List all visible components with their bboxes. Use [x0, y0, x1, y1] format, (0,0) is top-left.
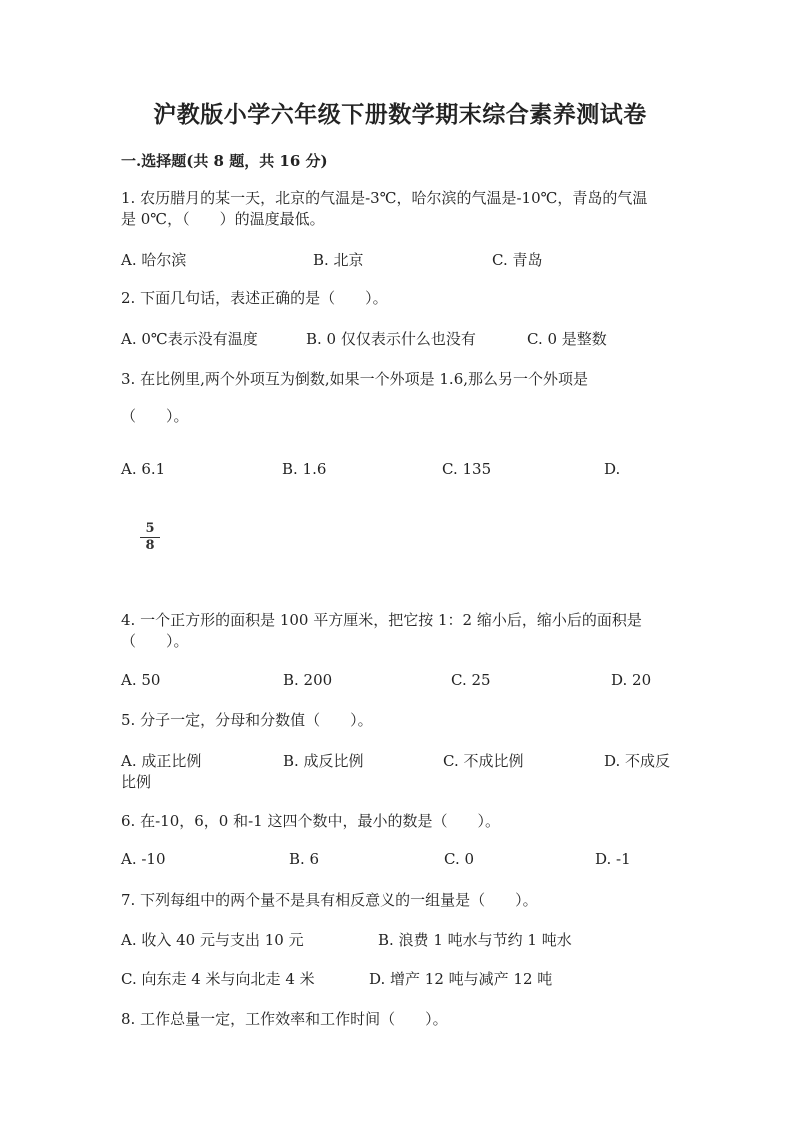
- question-4-option-d[interactable]: D. 20: [611, 671, 652, 689]
- question-5-option-c[interactable]: C. 不成比例: [443, 752, 524, 770]
- question-7-option-c[interactable]: C. 向东走 4 米与向北走 4 米: [121, 970, 315, 988]
- question-2-option-b[interactable]: B. 0 仅仅表示什么也没有: [306, 330, 476, 348]
- question-8-stem: 8. 工作总量一定，工作效率和工作时间（ ）。: [121, 1010, 448, 1028]
- question-5-option-b[interactable]: B. 成反比例: [283, 752, 364, 770]
- question-3-stem-line-2: （ ）。: [121, 407, 189, 425]
- question-1-option-a[interactable]: A. 哈尔滨: [121, 251, 187, 269]
- question-6-option-c[interactable]: C. 0: [444, 850, 475, 868]
- question-6-stem: 6. 在-10，6，0 和-1 这四个数中，最小的数是（ ）。: [121, 812, 500, 830]
- question-7-option-b[interactable]: B. 浪费 1 吨水与节约 1 吨水: [378, 931, 572, 949]
- question-3-option-c[interactable]: C. 135: [442, 460, 492, 478]
- question-3-option-b[interactable]: B. 1.6: [282, 460, 327, 478]
- question-5-stem: 5. 分子一定，分母和分数值（ ）。: [121, 711, 373, 729]
- question-3-option-d[interactable]: D.: [604, 460, 621, 478]
- question-3-stem-line-1: 3. 在比例里,两个外项互为倒数,如果一个外项是 1.6,那么另一个外项是: [121, 370, 589, 388]
- fraction-numerator: 5: [145, 521, 155, 536]
- question-4-stem-line-2: （ ）。: [121, 632, 189, 650]
- question-3-option-d-fraction: [140, 522, 160, 553]
- question-1-option-b[interactable]: B. 北京: [313, 251, 364, 269]
- question-1-stem-line-1: 1. 农历腊月的某一天，北京的气温是-3℃，哈尔滨的气温是-10℃，青岛的气温: [121, 189, 648, 207]
- question-4-stem-line-1: 4. 一个正方形的面积是 100 平方厘米，把它按 1：2 缩小后，缩小后的面积是: [121, 611, 642, 629]
- question-4-option-a[interactable]: A. 50: [121, 671, 161, 689]
- question-3-option-a[interactable]: A. 6.1: [121, 460, 166, 478]
- question-5-option-d[interactable]: D. 不成反: [604, 752, 671, 770]
- question-1-stem-line-2: 是 0℃，（ ）的温度最低。: [121, 210, 325, 228]
- question-4-option-b[interactable]: B. 200: [283, 671, 333, 689]
- question-7-option-a[interactable]: A. 收入 40 元与支出 10 元: [121, 931, 304, 949]
- question-5-option-a[interactable]: A. 成正比例: [121, 752, 202, 770]
- question-2-option-c[interactable]: C. 0 是整数: [527, 330, 607, 348]
- question-7-stem: 7. 下列每组中的两个量不是具有相反意义的一组量是（ ）。: [121, 891, 538, 909]
- section-heading: 一.选择题(共 8 题，共 16 分): [121, 152, 328, 170]
- fraction-denominator: 8: [145, 538, 155, 553]
- question-2-option-a[interactable]: A. 0℃表示没有温度: [121, 330, 258, 348]
- question-4-option-c[interactable]: C. 25: [451, 671, 491, 689]
- question-6-option-b[interactable]: B. 6: [289, 850, 320, 868]
- question-5-option-d-wrap: 比例: [121, 773, 152, 791]
- question-7-option-d[interactable]: D. 增产 12 吨与减产 12 吨: [369, 970, 553, 988]
- page-title: 沪教版小学六年级下册数学期末综合素养测试卷: [153, 101, 647, 128]
- question-6-option-d[interactable]: D. -1: [595, 850, 631, 868]
- question-6-option-a[interactable]: A. -10: [121, 850, 166, 868]
- question-2-stem: 2. 下面几句话，表述正确的是（ ）。: [121, 289, 388, 307]
- question-1-option-c[interactable]: C. 青岛: [492, 251, 543, 269]
